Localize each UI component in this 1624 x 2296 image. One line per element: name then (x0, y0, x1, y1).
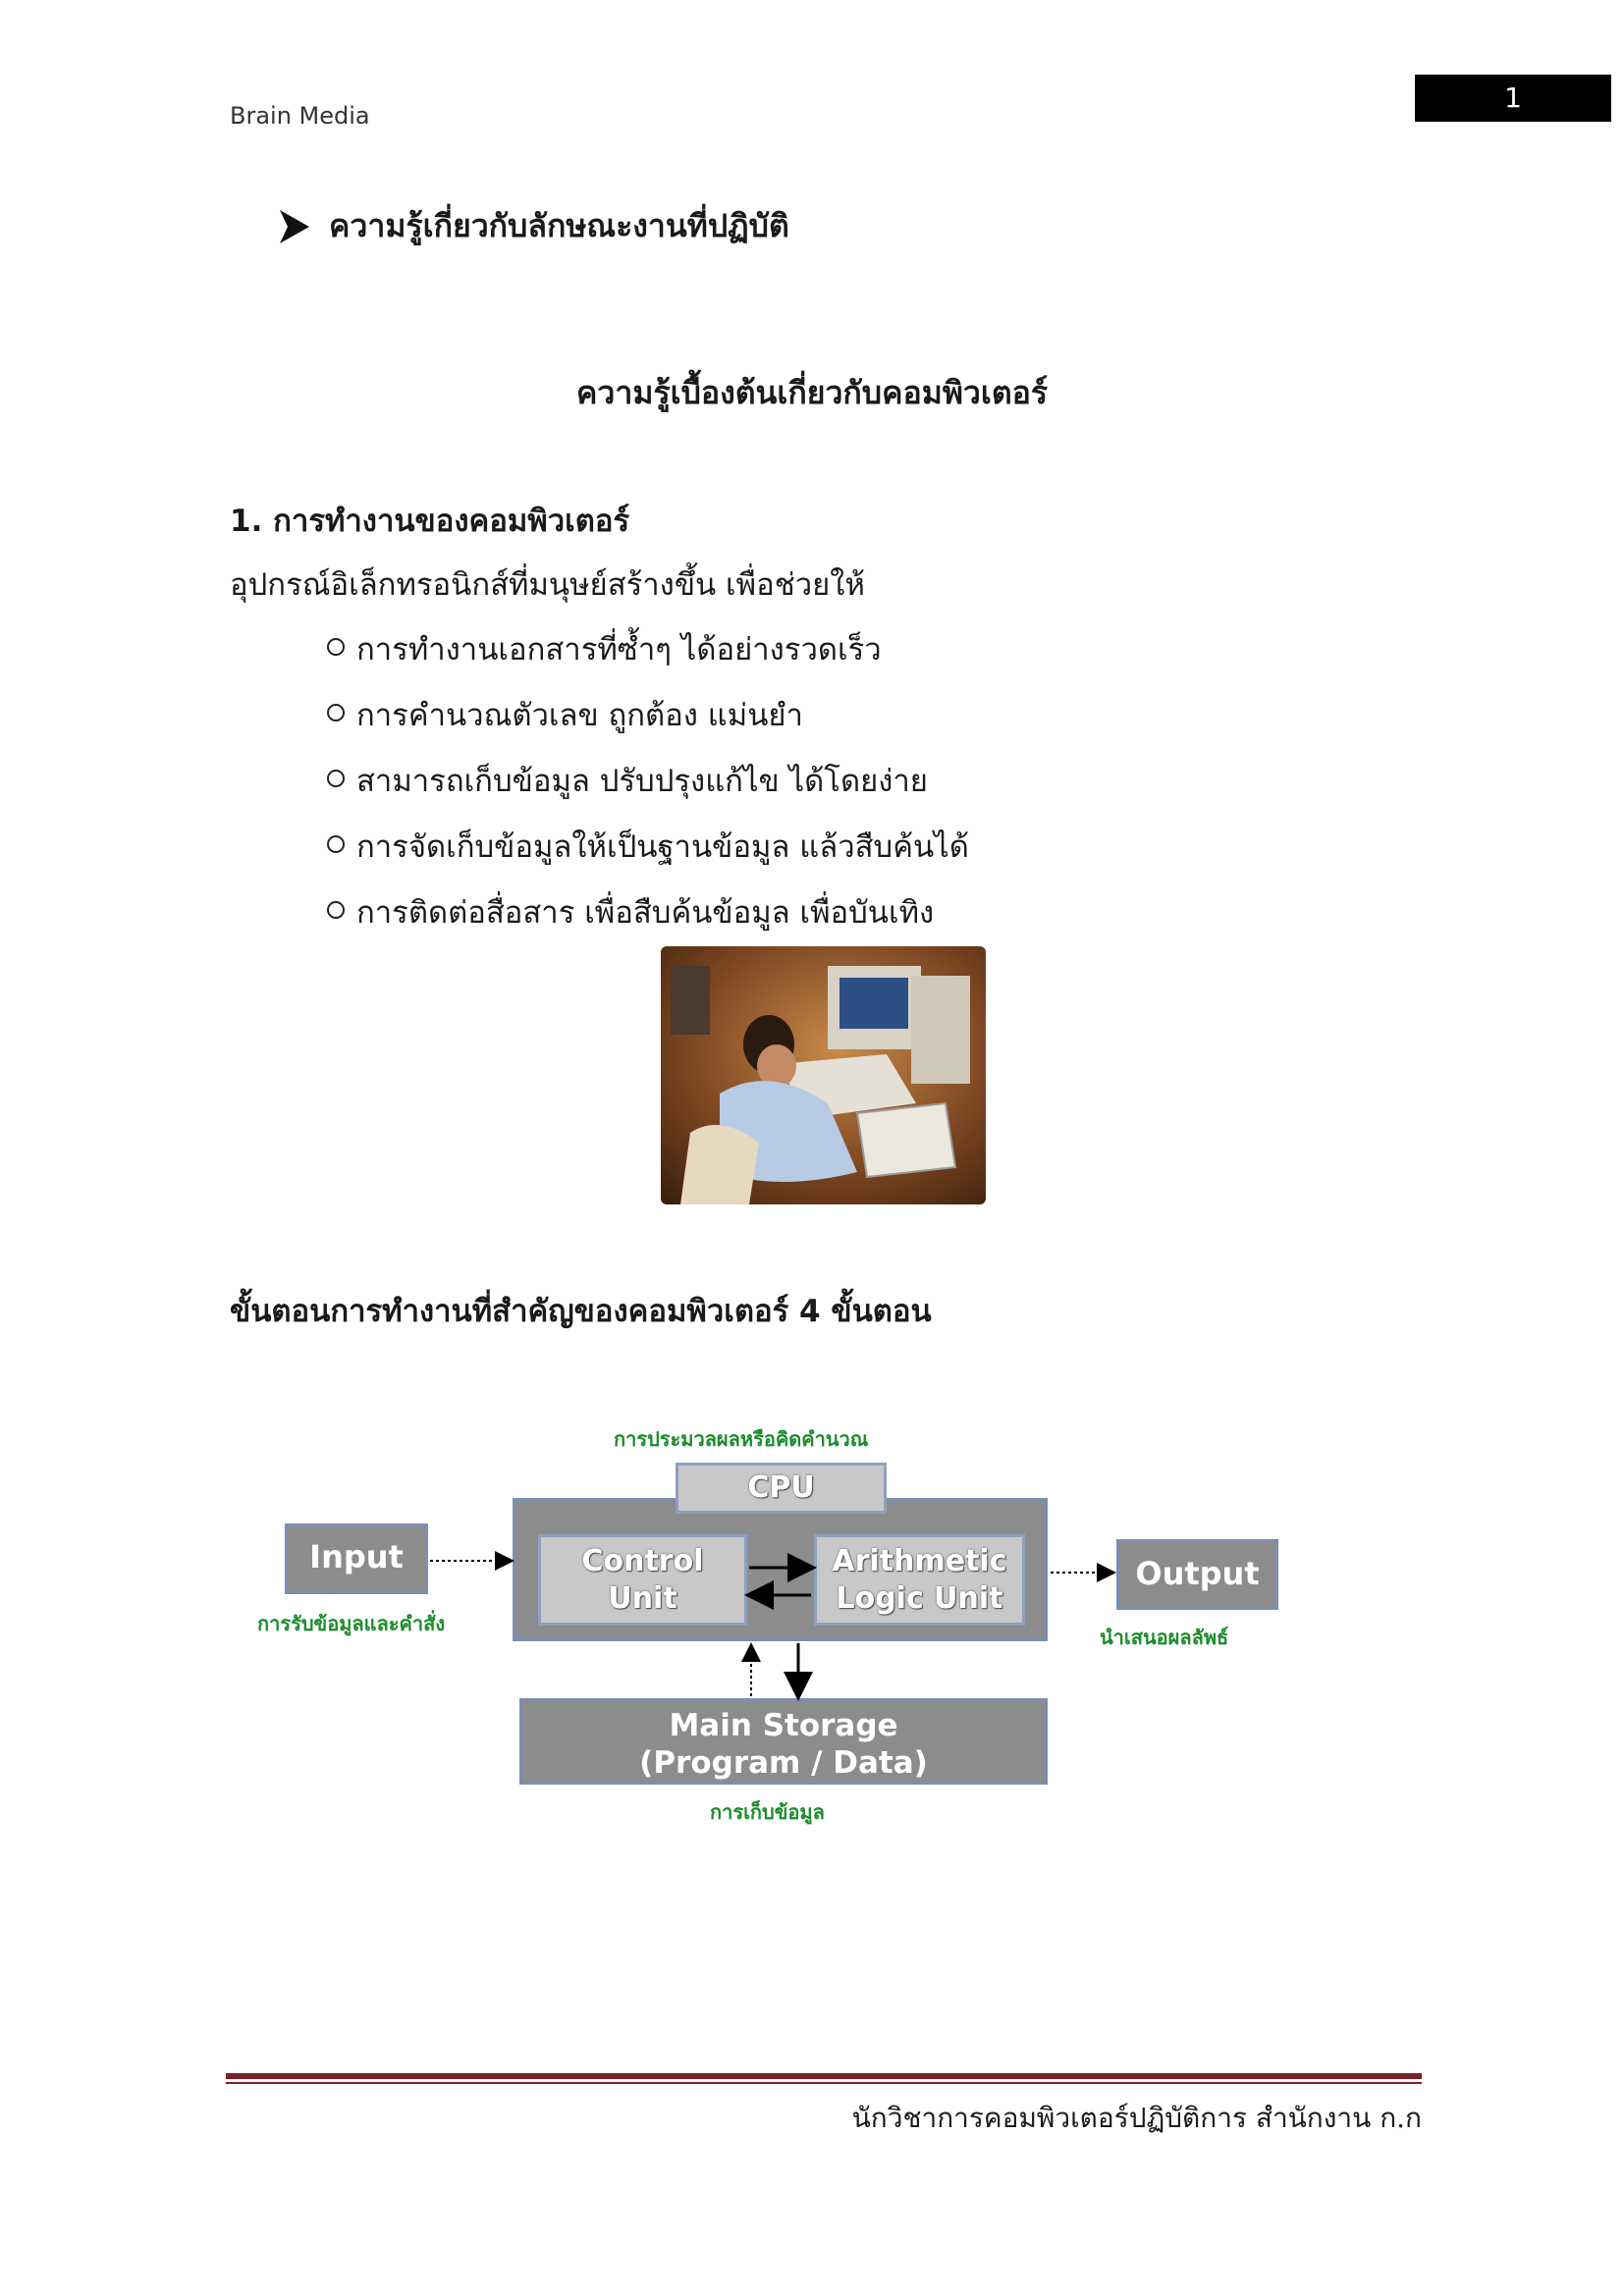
cpu-label: CPU (676, 1463, 887, 1514)
section1-heading: 1. การทำงานของคอมพิวเตอร์ (230, 504, 630, 539)
section-heading-text: ความรู้เกี่ยวกับลักษณะงานที่ปฏิบัติ (329, 207, 789, 244)
footer-text: นักวิชาการคอมพิวเตอร์ปฏิบัติการ สำนักงาน ก.ก (851, 2102, 1422, 2134)
brand-name: Brain Media (230, 102, 370, 130)
caption-output: นำเสนอผลลัพธ์ (1100, 1626, 1229, 1649)
circle-bullet-icon (327, 638, 345, 656)
circle-bullet-icon (327, 901, 345, 919)
page-title: ความรู้เบื้องต้นเกี่ยวกับคอมพิวเตอร์ (576, 374, 1048, 411)
circle-bullet-icon (327, 704, 345, 721)
feature-list (327, 624, 969, 953)
control-unit-box: Control Unit (538, 1534, 747, 1626)
input-box: Input (285, 1523, 428, 1594)
circle-bullet-icon (327, 835, 345, 853)
arrow-bullet-icon (280, 210, 309, 243)
caption-storage: การเก็บข้อมูล (710, 1800, 825, 1824)
footer-divider (226, 2073, 1422, 2079)
circle-bullet-icon (327, 770, 345, 787)
list-item: การติดต่อสื่อสาร เพื่อสืบค้นข้อมูล เพื่อบันเทิง (327, 887, 969, 953)
list-item: การคำนวณตัวเลข ถูกต้อง แม่นยำ (327, 690, 969, 756)
footer-divider-thin (226, 2082, 1422, 2084)
main-storage-box: Main Storage (Program / Data) (519, 1698, 1048, 1785)
caption-processing: การประมวลผลหรือคิดคำนวณ (614, 1427, 869, 1451)
list-item: สามารถเก็บข้อมูล ปรับปรุงแก้ไข ได้โดยง่าย (327, 756, 969, 822)
alu-box: Arithmetic Logic Unit (814, 1534, 1025, 1626)
section1-intro: อุปกรณ์อิเล็กทรอนิกส์ที่มนุษย์สร้างขึ้น เพื่อช่วยให้ (230, 567, 865, 603)
list-item: การจัดเก็บข้อมูลให้เป็นฐานข้อมูล แล้วสืบค้นได้ (327, 822, 969, 887)
computer-user-photo (661, 946, 986, 1204)
page-number: 1 (1415, 75, 1611, 122)
list-item: การทำงานเอกสารที่ซ้ำๆ ได้อย่างรวดเร็ว (327, 624, 969, 690)
output-box: Output (1116, 1539, 1278, 1610)
caption-input: การรับข้อมูลและคำสั่ง (257, 1612, 446, 1635)
section2-heading: ขั้นตอนการทำงานที่สำคัญของคอมพิวเตอร์ 4 ขั้นตอน (230, 1294, 932, 1329)
section-heading (280, 201, 789, 251)
